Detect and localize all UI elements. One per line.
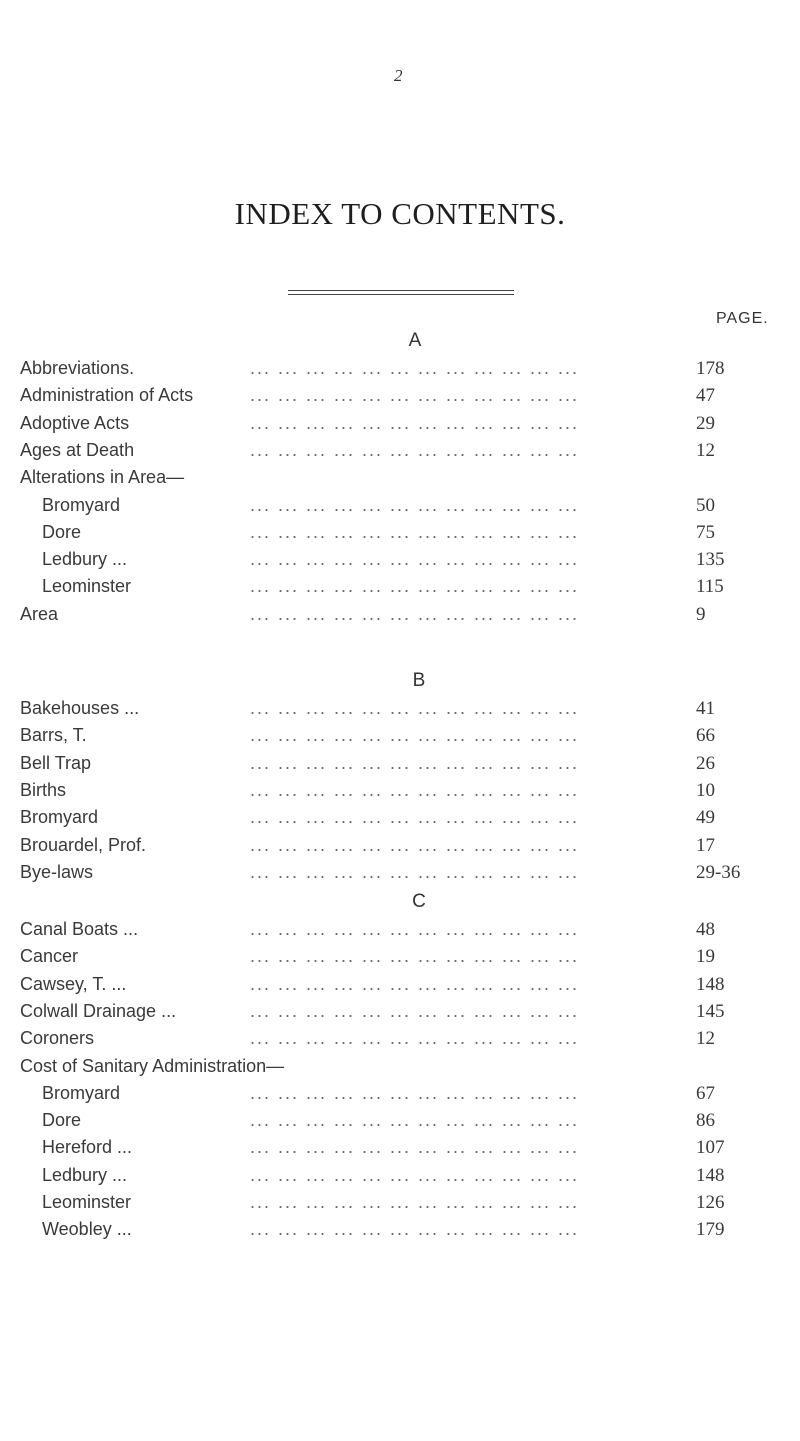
- entry-page: 29: [692, 413, 715, 435]
- dot-leader: ... ... ... ... ... ... ... ... ... ... ... ...: [250, 1192, 580, 1212]
- dot-leader: ... ... ... ... ... ... ... ... ... ... ... ...: [250, 974, 580, 994]
- entry-page: 47: [692, 385, 715, 407]
- index-entry: [0, 1137, 800, 1163]
- entry-page: 12: [692, 440, 715, 462]
- index-entry: [0, 495, 800, 521]
- index-entry: [0, 974, 800, 1000]
- dot-leader: ... ... ... ... ... ... ... ... ... ... ... ...: [250, 358, 580, 378]
- index-entry: [0, 413, 800, 439]
- index-entry: [0, 725, 800, 751]
- entry-label: Bromyard: [20, 807, 106, 828]
- index-entry: [0, 1083, 800, 1109]
- index-entry: [0, 358, 800, 384]
- entry-label: Cost of Sanitary Administration—: [20, 1056, 292, 1077]
- entry-label: Ages at Death: [20, 440, 142, 461]
- dot-leader: ... ... ... ... ... ... ... ... ... ... ... ...: [250, 1137, 580, 1157]
- index-entry: [0, 807, 800, 833]
- entry-label: Alterations in Area—: [20, 467, 192, 488]
- title-rule-top: [288, 290, 514, 291]
- entry-page: 41: [692, 698, 715, 720]
- index-entry: [0, 1219, 800, 1245]
- index-entry: [0, 1028, 800, 1054]
- dot-leader: ... ... ... ... ... ... ... ... ... ... ... ...: [250, 946, 580, 966]
- dot-leader: ... ... ... ... ... ... ... ... ... ... ... ...: [250, 576, 580, 596]
- entry-page: 126: [692, 1192, 725, 1214]
- entry-label: Abbreviations.: [20, 358, 142, 379]
- entry-page: 10: [692, 780, 715, 802]
- entry-label: Administration of Acts: [20, 385, 201, 406]
- entry-label: Births: [20, 780, 74, 801]
- entry-label: Dore: [42, 1110, 89, 1131]
- dot-leader: ... ... ... ... ... ... ... ... ... ... ... ...: [250, 698, 580, 718]
- entry-page: 66: [692, 725, 715, 747]
- entry-page: 145: [692, 1001, 725, 1023]
- dot-leader: ... ... ... ... ... ... ... ... ... ... ... ...: [250, 385, 580, 405]
- entry-page: 75: [692, 522, 715, 544]
- page-number: 2: [394, 66, 403, 85]
- dot-leader: ... ... ... ... ... ... ... ... ... ... ... ...: [250, 1165, 580, 1185]
- dot-leader: ... ... ... ... ... ... ... ... ... ... ... ...: [250, 1001, 580, 1021]
- title-rule-bottom: [288, 294, 514, 295]
- entry-page: 50: [692, 495, 715, 517]
- entry-label: Bell Trap: [20, 753, 99, 774]
- entry-page: 86: [692, 1110, 715, 1132]
- entry-label: Ledbury ...: [42, 549, 135, 570]
- index-entry: [0, 835, 800, 861]
- index-entry: [0, 385, 800, 411]
- entry-page: 17: [692, 835, 715, 857]
- index-entry: [0, 698, 800, 724]
- dot-leader: ... ... ... ... ... ... ... ... ... ... ... ...: [250, 495, 580, 515]
- dot-leader: ... ... ... ... ... ... ... ... ... ... ... ...: [250, 1083, 580, 1103]
- dot-leader: ... ... ... ... ... ... ... ... ... ... ... ...: [250, 604, 580, 624]
- index-entry: [0, 576, 800, 602]
- entry-page: 135: [692, 549, 725, 571]
- entry-page: 12: [692, 1028, 715, 1050]
- entry-label: Canal Boats ...: [20, 919, 146, 940]
- entry-page: 48: [692, 919, 715, 941]
- index-entry: [0, 780, 800, 806]
- entry-page: 178: [692, 358, 725, 380]
- entry-label: Adoptive Acts: [20, 413, 137, 434]
- index-entry: [0, 1056, 800, 1082]
- entry-page: 19: [692, 946, 715, 968]
- section-letter: C: [412, 891, 426, 912]
- dot-leader: ... ... ... ... ... ... ... ... ... ... ... ...: [250, 1110, 580, 1130]
- entry-label: Cawsey, T. ...: [20, 974, 134, 995]
- page-column-header: PAGE.: [716, 310, 769, 327]
- entry-label: Bromyard: [42, 1083, 128, 1104]
- dot-leader: ... ... ... ... ... ... ... ... ... ... ... ...: [250, 522, 580, 542]
- entry-label: Brouardel, Prof.: [20, 835, 154, 856]
- entry-label: Bakehouses ...: [20, 698, 147, 719]
- entry-page: 148: [692, 1165, 725, 1187]
- entry-page: 179: [692, 1219, 725, 1241]
- entry-page: 107: [692, 1137, 725, 1159]
- section-letter: A: [408, 330, 422, 351]
- entry-label: Dore: [42, 522, 89, 543]
- index-entry: [0, 1110, 800, 1136]
- dot-leader: ... ... ... ... ... ... ... ... ... ... ... ...: [250, 413, 580, 433]
- index-entry: [0, 919, 800, 945]
- entry-label: Weobley ...: [42, 1219, 140, 1240]
- section-letter: B: [412, 670, 426, 691]
- dot-leader: ... ... ... ... ... ... ... ... ... ... ... ...: [250, 780, 580, 800]
- dot-leader: ... ... ... ... ... ... ... ... ... ... ... ...: [250, 1219, 580, 1239]
- dot-leader: ... ... ... ... ... ... ... ... ... ... ... ...: [250, 549, 580, 569]
- entry-page: 49: [692, 807, 715, 829]
- entry-label: Leominster: [42, 576, 139, 597]
- dot-leader: ... ... ... ... ... ... ... ... ... ... ... ...: [250, 440, 580, 460]
- entry-label: Ledbury ...: [42, 1165, 135, 1186]
- entry-page: 9: [692, 604, 706, 626]
- index-entry: [0, 753, 800, 779]
- entry-label: Cancer: [20, 946, 86, 967]
- entry-label: Leominster: [42, 1192, 139, 1213]
- index-entry: [0, 440, 800, 466]
- entry-page: 26: [692, 753, 715, 775]
- dot-leader: ... ... ... ... ... ... ... ... ... ... ... ...: [250, 862, 580, 882]
- entry-label: Bye-laws: [20, 862, 101, 883]
- index-entry: [0, 1192, 800, 1218]
- entry-page: 148: [692, 974, 725, 996]
- index-entry: [0, 1165, 800, 1191]
- index-entry: [0, 522, 800, 548]
- dot-leader: ... ... ... ... ... ... ... ... ... ... ... ...: [250, 919, 580, 939]
- index-entry: [0, 604, 800, 630]
- dot-leader: ... ... ... ... ... ... ... ... ... ... ... ...: [250, 753, 580, 773]
- dot-leader: ... ... ... ... ... ... ... ... ... ... ... ...: [250, 1028, 580, 1048]
- entry-label: Colwall Drainage ...: [20, 1001, 184, 1022]
- index-entry: [0, 1001, 800, 1027]
- entry-page: 29-36: [692, 862, 740, 884]
- index-entry: [0, 946, 800, 972]
- entry-page: 67: [692, 1083, 715, 1105]
- index-title: INDEX TO CONTENTS.: [234, 196, 566, 231]
- entry-label: Coroners: [20, 1028, 102, 1049]
- entry-label: Bromyard: [42, 495, 128, 516]
- index-entry: [0, 862, 800, 888]
- entry-label: Area: [20, 604, 66, 625]
- dot-leader: ... ... ... ... ... ... ... ... ... ... ... ...: [250, 725, 580, 745]
- index-entry: [0, 467, 800, 493]
- index-entry: [0, 549, 800, 575]
- entry-page: 115: [692, 576, 724, 598]
- entry-label: Barrs, T.: [20, 725, 95, 746]
- entry-label: Hereford ...: [42, 1137, 140, 1158]
- dot-leader: ... ... ... ... ... ... ... ... ... ... ... ...: [250, 807, 580, 827]
- dot-leader: ... ... ... ... ... ... ... ... ... ... ... ...: [250, 835, 580, 855]
